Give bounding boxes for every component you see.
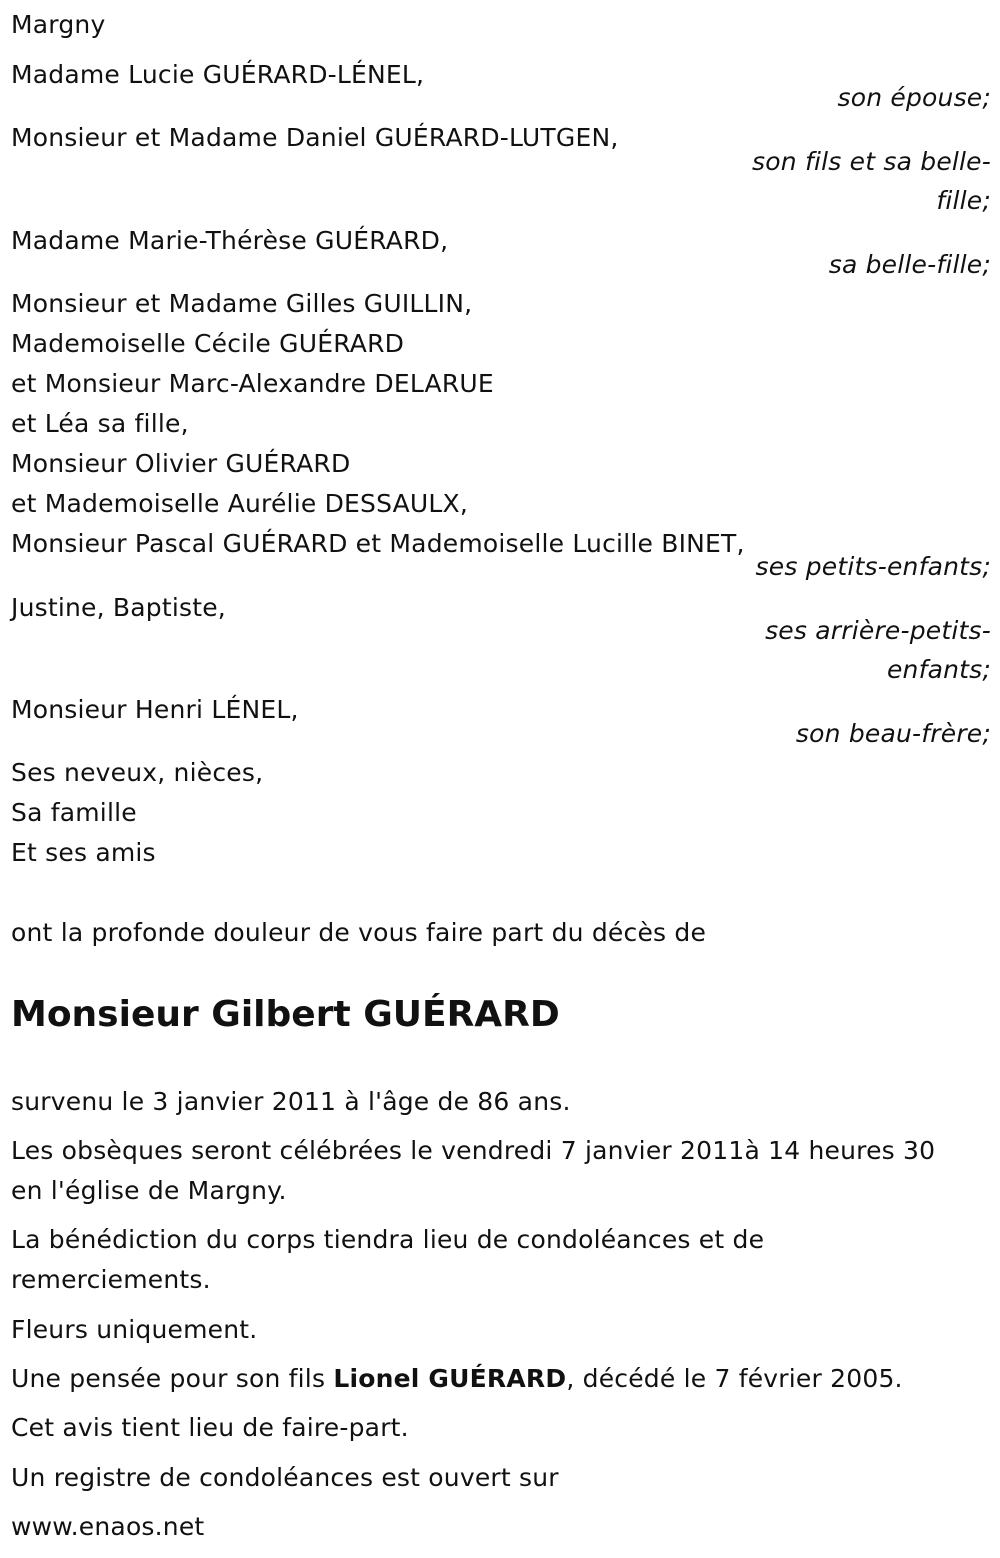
family-line: Monsieur et Madame Daniel GUÉRARD-LUTGEN, bbox=[11, 123, 619, 152]
announcement: ont la profonde douleur de vous faire part du décès de bbox=[11, 918, 707, 947]
death-info: survenu le 3 janvier 2011 à l'âge de 86 ans. bbox=[11, 1087, 571, 1116]
family-line: Mademoiselle Cécile GUÉRARD bbox=[11, 329, 405, 358]
deceased-name: Monsieur Gilbert GUÉRARD bbox=[11, 994, 560, 1035]
family-line: Monsieur Henri LÉNEL, bbox=[11, 695, 299, 724]
memorial-thought bbox=[11, 1364, 903, 1394]
memorial-thought-prefix: Une pensée pour son fils bbox=[11, 1364, 334, 1393]
family-line: Ses neveux, nièces, bbox=[11, 758, 264, 787]
memorial-thought-name: Lionel GUÉRARD bbox=[333, 1364, 567, 1393]
funeral-info: Les obsèques seront célébrées le vendredi 7 janvier 2011à 14 heures 30 bbox=[11, 1136, 936, 1165]
family-line: Monsieur Pascal GUÉRARD et Mademoiselle Lucille BINET, bbox=[11, 529, 745, 558]
family-line: Madame Lucie GUÉRARD-LÉNEL, bbox=[11, 60, 425, 89]
family-line: et Monsieur Marc-Alexandre DELARUE bbox=[11, 369, 494, 398]
funeral-info: en l'église de Margny. bbox=[11, 1176, 287, 1205]
family-line: Et ses amis bbox=[11, 838, 156, 867]
memorial-thought-suffix: , décédé le 7 février 2005. bbox=[566, 1364, 903, 1393]
relation-label: son beau-frère; bbox=[795, 719, 991, 748]
relation-label: ses petits-enfants; bbox=[755, 552, 991, 581]
relation-label: son épouse; bbox=[837, 83, 991, 112]
blessing-info: remerciements. bbox=[11, 1265, 211, 1294]
family-line: Madame Marie-Thérèse GUÉRARD, bbox=[11, 226, 449, 255]
flowers-note: Fleurs uniquement. bbox=[11, 1315, 258, 1344]
relation-label: fille; bbox=[936, 186, 991, 215]
relation-label: ses arrière-petits- bbox=[765, 616, 991, 645]
website-link[interactable]: www.enaos.net bbox=[11, 1512, 205, 1541]
family-line: Monsieur et Madame Gilles GUILLIN, bbox=[11, 289, 473, 318]
family-line: Justine, Baptiste, bbox=[11, 593, 226, 622]
notice-statement: Cet avis tient lieu de faire-part. bbox=[11, 1413, 409, 1442]
relation-label: enfants; bbox=[886, 655, 991, 684]
family-line: Sa famille bbox=[11, 798, 137, 827]
relation-label: son fils et sa belle- bbox=[752, 147, 991, 176]
relation-label: sa belle-fille; bbox=[828, 250, 991, 279]
registry-note: Un registre de condoléances est ouvert sur bbox=[11, 1463, 559, 1492]
location: Margny bbox=[11, 10, 106, 39]
family-line: Monsieur Olivier GUÉRARD bbox=[11, 449, 351, 478]
family-line: et Mademoiselle Aurélie DESSAULX, bbox=[11, 489, 469, 518]
family-line: et Léa sa fille, bbox=[11, 409, 189, 438]
blessing-info: La bénédiction du corps tiendra lieu de condoléances et de bbox=[11, 1225, 765, 1254]
